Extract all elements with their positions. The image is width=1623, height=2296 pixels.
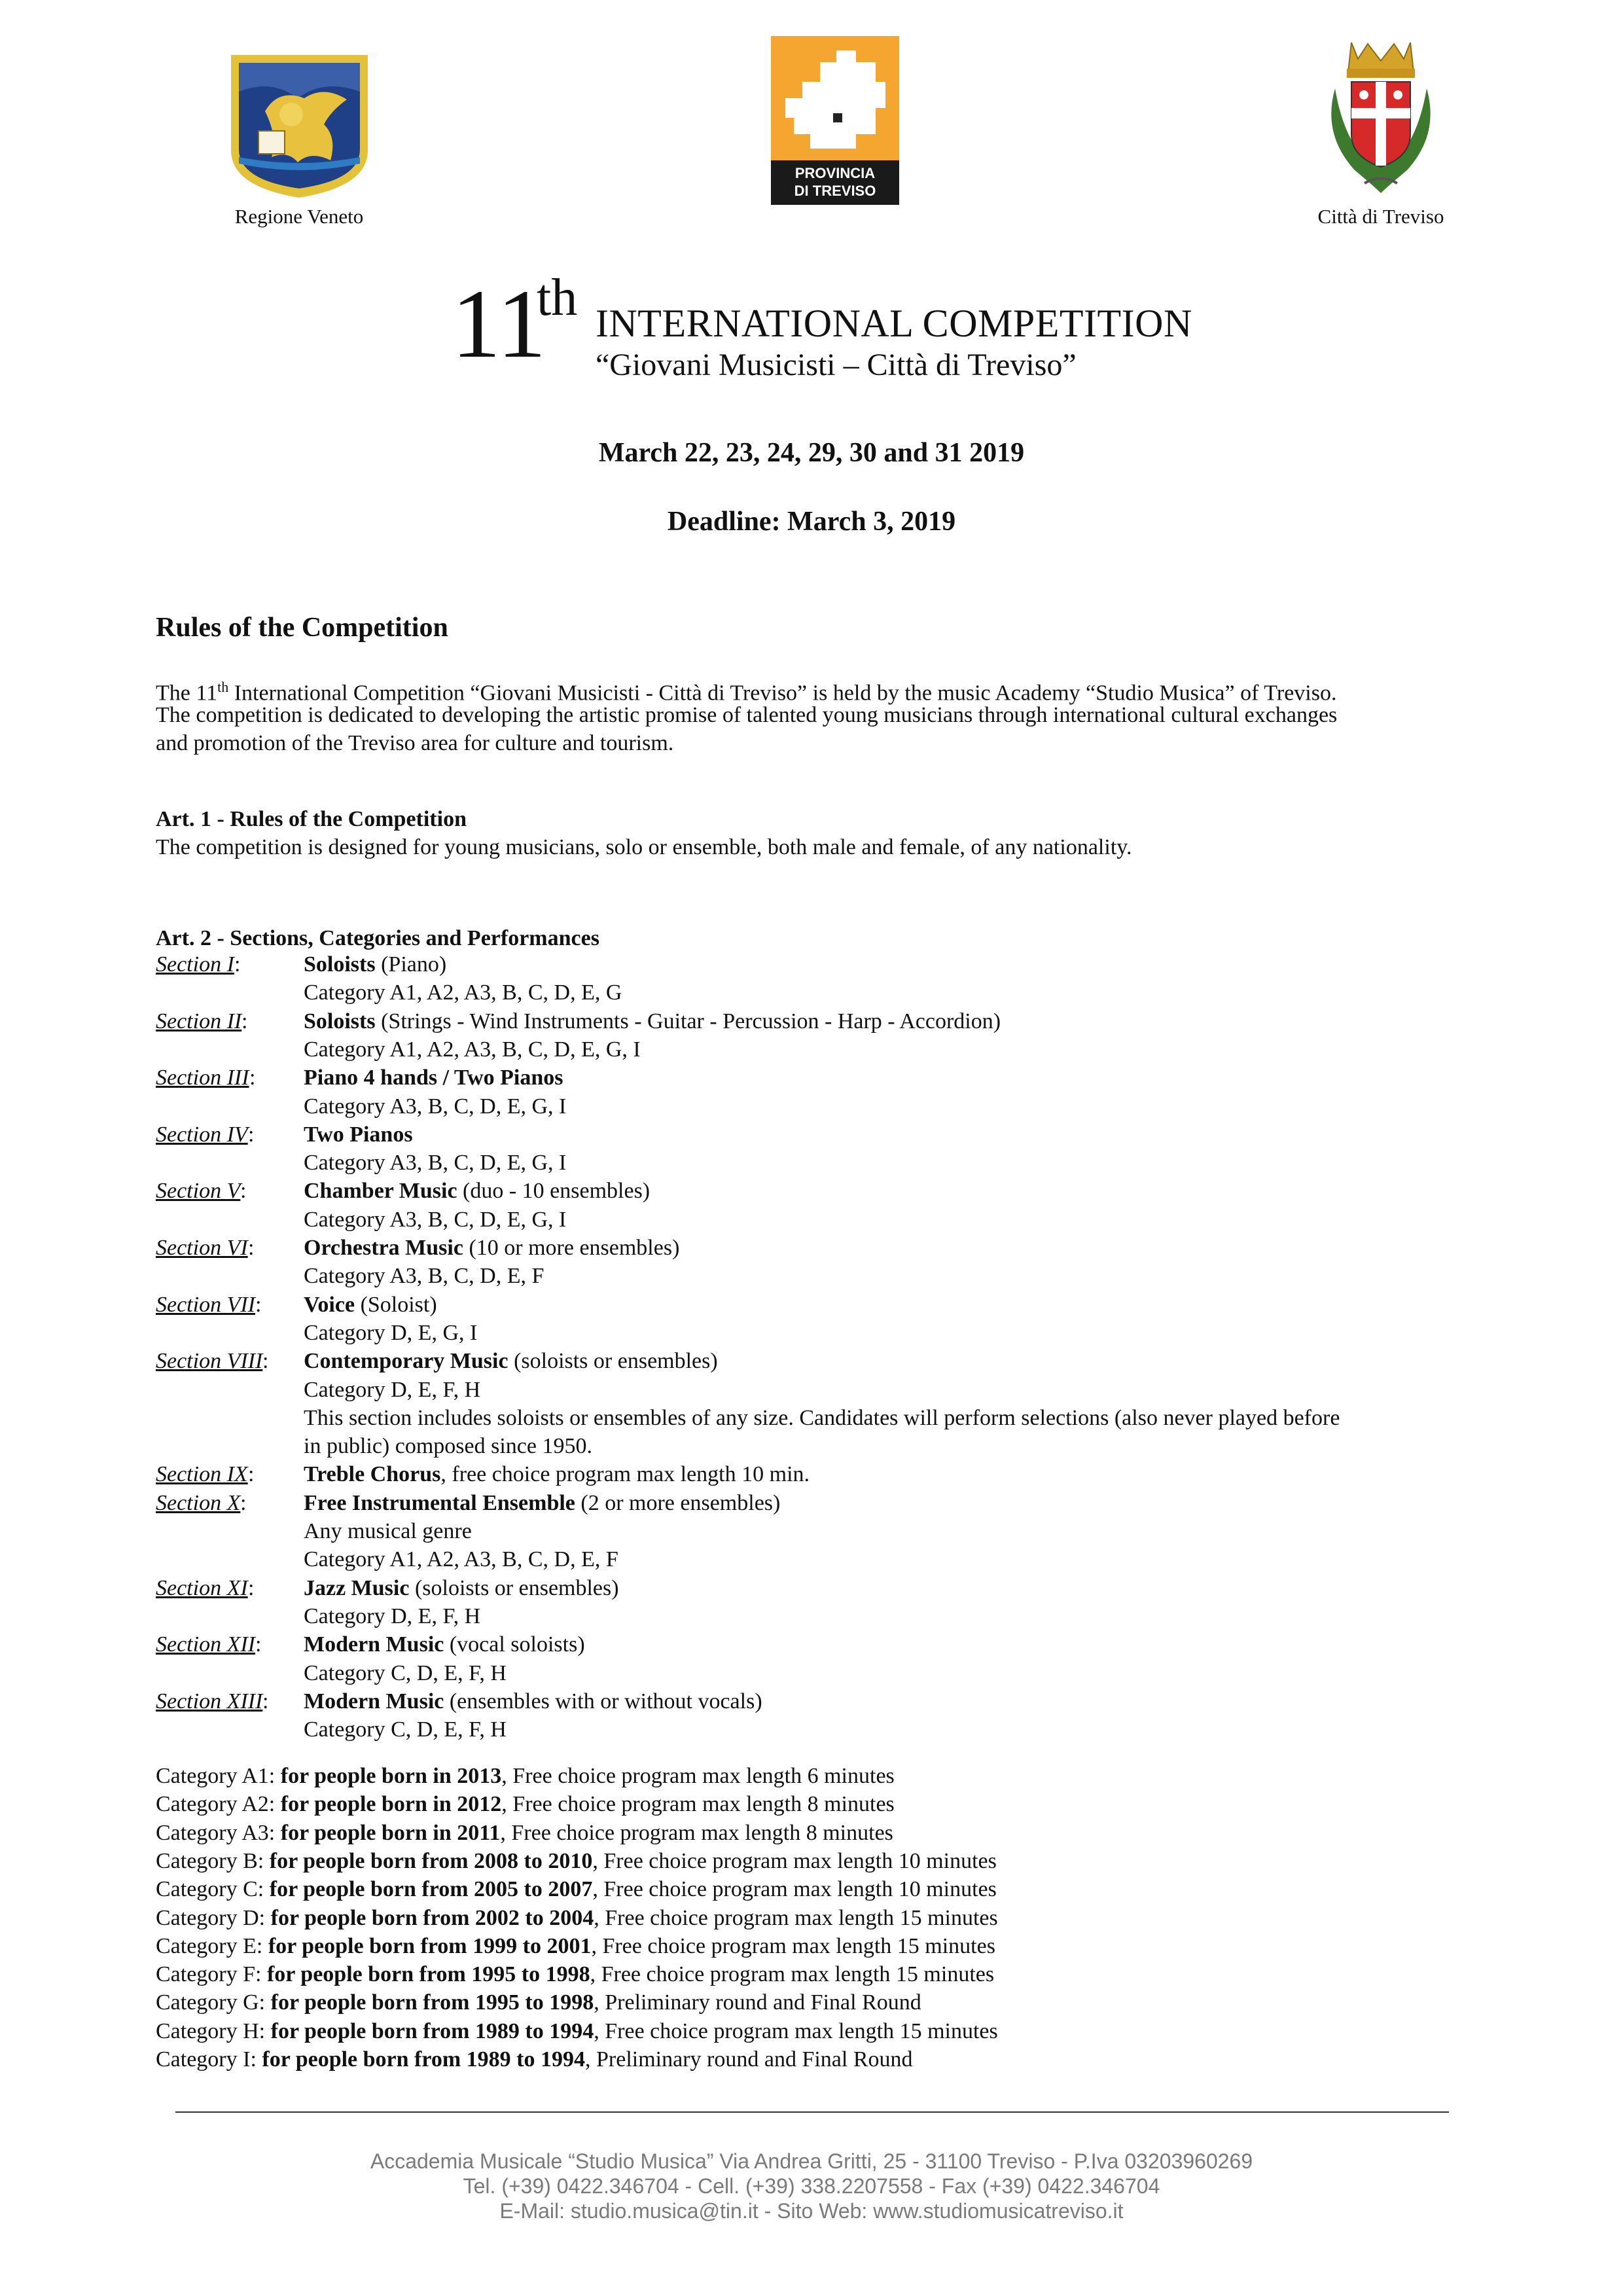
art1-heading: Art. 1 - Rules of the Competition <box>156 807 467 831</box>
intro-line-2: The competition is dedicated to developing the artistic promise of talented young musicians through international cultural exchanges <box>156 703 1338 727</box>
category-bold: for people born from 1995 to 1998 <box>266 1962 590 1987</box>
section-detail-line: Any musical genre <box>304 1519 472 1543</box>
category-bold: for people born from 1989 to 1994 <box>270 2018 594 2043</box>
section-title-bold: Voice <box>304 1292 355 1317</box>
category-rest: , Free choice program max length 10 minutes <box>592 1877 997 1902</box>
category-label: Category C: <box>156 1877 270 1902</box>
section-colon: : <box>262 1349 269 1374</box>
category-label: Category D: <box>156 1905 271 1930</box>
category-bold: for people born from 2002 to 2004 <box>270 1905 594 1930</box>
category-bold: for people born from 1995 to 1998 <box>270 1990 594 2015</box>
category-row <box>156 1934 995 1959</box>
intro-sup: th <box>217 679 229 695</box>
category-row <box>156 1962 994 1987</box>
section-detail-line: Category D, E, F, H <box>304 1377 481 1402</box>
section-label: Section X <box>156 1490 241 1515</box>
section-colon: : <box>234 952 241 977</box>
section-detail-line: Category A1, A2, A3, B, C, D, E, G, I <box>304 1037 641 1062</box>
section-label: Section V <box>156 1179 241 1204</box>
section-title <box>304 1576 619 1601</box>
art2-heading: Art. 2 - Sections, Categories and Performances <box>156 926 599 950</box>
category-rest: , Free choice program max length 8 minutes <box>501 1792 895 1817</box>
section-title <box>304 1009 1001 1034</box>
category-bold: for people born in 2013 <box>280 1764 502 1788</box>
category-label: Category A2: <box>156 1792 281 1817</box>
intro-text-b: International Competition “Giovani Musicisti - Città di Treviso” is held by the music Academy “Studio Musica” of Treviso. <box>228 681 1337 706</box>
section-title-bold: Jazz Music <box>304 1575 410 1600</box>
title-line-2: “Giovani Musicisti – Città di Treviso” <box>596 348 1077 382</box>
category-row <box>156 1990 921 2015</box>
section-title <box>304 1236 679 1261</box>
section-colon: : <box>248 1236 255 1260</box>
section-label: Section II <box>156 1009 242 1033</box>
section-title-rest: (duo - 10 ensembles) <box>457 1179 651 1204</box>
citta-treviso-logo <box>1315 36 1446 200</box>
section-colon: : <box>248 1575 255 1600</box>
section-label: Section VIII <box>156 1349 263 1374</box>
category-rest: , Free choice program max length 15 minutes <box>594 2018 998 2043</box>
category-label: Category E: <box>156 1933 268 1958</box>
section-title-rest: (ensembles with or without vocals) <box>444 1689 762 1713</box>
section-title-bold: Modern Music <box>304 1632 444 1657</box>
rules-heading: Rules of the Competition <box>156 613 448 643</box>
section-label: Section XI <box>156 1575 248 1600</box>
section-title <box>304 1632 585 1657</box>
section-detail-line: Category C, D, E, F, H <box>304 1660 507 1685</box>
section-label: Section IX <box>156 1462 248 1487</box>
title-number: 11 <box>452 270 546 378</box>
intro-text-a: The 11 <box>156 681 218 706</box>
section-colon: : <box>248 1122 255 1147</box>
footer-divider <box>175 2111 1449 2113</box>
footer-line-3: E-Mail: studio.musica@tin.it - Sito Web: www.studiomusicatreviso.it <box>499 2199 1124 2223</box>
section-title-bold: Piano 4 hands / Two Pianos <box>304 1066 563 1090</box>
category-label: Category B: <box>156 1848 270 1873</box>
provincia-logo-text-1: PROVINCIA <box>794 165 876 181</box>
section-title <box>304 1122 413 1147</box>
category-label: Category I: <box>156 2047 262 2072</box>
section-title <box>304 1462 810 1487</box>
category-row <box>156 1877 997 1902</box>
section-title-rest: (Strings - Wind Instruments - Guitar - Percussion - Harp - Accordion) <box>375 1009 1001 1033</box>
intro-line-3: and promotion of the Treviso area for culture and tourism. <box>156 731 674 755</box>
section-title <box>304 1293 437 1318</box>
footer-line-2: Tel. (+39) 0422.346704 - Cell. (+39) 338.2207558 - Fax (+39) 0422.346704 <box>463 2174 1160 2198</box>
category-bold: for people born from 1999 to 2001 <box>268 1933 592 1958</box>
section-title-rest: (soloists or ensembles) <box>409 1575 619 1600</box>
section-title-rest: (vocal soloists) <box>444 1632 585 1657</box>
section-colon: : <box>240 1179 247 1204</box>
regione-veneto-logo <box>226 52 373 200</box>
section-title-bold: Orchestra Music <box>304 1236 463 1260</box>
category-row <box>156 1764 895 1789</box>
section-detail-line: Category A3, B, C, D, E, G, I <box>304 1094 567 1119</box>
category-rest: , Preliminary round and Final Round <box>594 1990 921 2015</box>
lion-of-st-mark-icon <box>226 52 373 200</box>
category-label: Category H: <box>156 2018 271 2043</box>
section-title <box>304 1066 563 1090</box>
section-title <box>304 1179 650 1204</box>
category-label: Category F: <box>156 1962 267 1987</box>
section-title-bold: Soloists <box>304 952 376 977</box>
category-label: Category A3: <box>156 1820 281 1845</box>
treviso-coat-of-arms-icon <box>1315 36 1446 200</box>
competition-deadline: Deadline: March 3, 2019 <box>667 507 956 537</box>
category-bold: for people born from 2005 to 2007 <box>269 1877 593 1902</box>
citta-treviso-caption: Città di Treviso <box>1317 205 1444 228</box>
competition-dates: March 22, 23, 24, 29, 30 and 31 2019 <box>598 438 1025 468</box>
section-detail-line: Category C, D, E, F, H <box>304 1717 507 1742</box>
section-title-rest: (Piano) <box>375 952 447 977</box>
category-rest: , Free choice program max length 6 minutes <box>501 1764 895 1788</box>
section-detail-line: Category A1, A2, A3, B, C, D, E, F <box>304 1547 618 1572</box>
section-label: Section XIII <box>156 1689 263 1713</box>
category-row <box>156 1792 895 1817</box>
section-title-rest: , free choice program max length 10 min. <box>440 1462 810 1487</box>
section-title-bold: Modern Music <box>304 1689 444 1713</box>
section-colon: : <box>249 1066 256 1090</box>
title-line-1: INTERNATIONAL COMPETITION <box>596 302 1192 345</box>
title-suffix: th <box>537 269 578 327</box>
section-detail-line: Category D, E, G, I <box>304 1320 478 1345</box>
category-bold: for people born from 2008 to 2010 <box>269 1848 593 1873</box>
section-colon: : <box>241 1009 248 1033</box>
category-rest: , Free choice program max length 15 minutes <box>594 1905 998 1930</box>
section-label: Section VI <box>156 1236 248 1260</box>
section-colon: : <box>255 1632 262 1657</box>
section-label: Section VII <box>156 1292 255 1317</box>
category-rest: , Free choice program max length 10 minutes <box>592 1848 997 1873</box>
section-colon: : <box>262 1689 269 1713</box>
section-detail-line: Category A3, B, C, D, E, F <box>304 1264 544 1289</box>
section-title <box>304 1491 780 1516</box>
category-label: Category G: <box>156 1990 271 2015</box>
section-title-bold: Treble Chorus <box>304 1462 441 1487</box>
section-title-bold: Two Pianos <box>304 1122 413 1147</box>
category-row <box>156 2019 998 2044</box>
section-title-rest: (2 or more ensembles) <box>575 1490 781 1515</box>
provincia-logo-text-2: DI TREVISO <box>794 183 876 199</box>
category-rest: , Free choice program max length 8 minutes <box>500 1820 893 1845</box>
section-title-bold: Chamber Music <box>304 1179 457 1204</box>
section-title <box>304 1689 762 1714</box>
section-detail-line: Category D, E, F, H <box>304 1604 481 1628</box>
section-title-rest: (Soloist) <box>355 1292 437 1317</box>
section-title-bold: Soloists <box>304 1009 376 1033</box>
category-bold: for people born in 2012 <box>280 1792 502 1817</box>
regione-veneto-caption: Regione Veneto <box>234 205 364 228</box>
section-label: Section I <box>156 952 234 977</box>
section-label: Section III <box>156 1066 249 1090</box>
category-rest: , Preliminary round and Final Round <box>585 2047 913 2072</box>
section-title <box>304 1349 718 1374</box>
category-row <box>156 1821 893 1846</box>
category-row <box>156 2047 913 2072</box>
section-detail-line: Category A3, B, C, D, E, G, I <box>304 1151 567 1175</box>
section-title-bold: Contemporary Music <box>304 1349 508 1374</box>
section-label: Section XII <box>156 1632 255 1657</box>
section-colon: : <box>240 1490 247 1515</box>
section-colon: : <box>255 1292 262 1317</box>
category-rest: , Free choice program max length 15 minutes <box>590 1962 995 1987</box>
section-colon: : <box>248 1462 255 1487</box>
category-bold: for people born in 2011 <box>280 1820 501 1845</box>
section-title-rest: (soloists or ensembles) <box>508 1349 718 1374</box>
category-bold: for people born from 1989 to 1994 <box>262 2047 586 2072</box>
section-title-rest: (10 or more ensembles) <box>463 1236 680 1260</box>
category-label: Category A1: <box>156 1764 281 1788</box>
section-label: Section IV <box>156 1122 248 1147</box>
section-detail-line: in public) composed since 1950. <box>304 1434 592 1459</box>
section-title <box>304 952 446 977</box>
section-detail-line: Category A3, B, C, D, E, G, I <box>304 1207 567 1232</box>
section-detail-line: This section includes soloists or ensembles of any size. Candidates will perform selections (also never played before <box>304 1405 1340 1430</box>
section-title-bold: Free Instrumental Ensemble <box>304 1490 575 1515</box>
art1-text: The competition is designed for young musicians, solo or ensemble, both male and female, of any nationality. <box>156 835 1132 859</box>
section-detail-line: Category A1, A2, A3, B, C, D, E, G <box>304 980 622 1005</box>
category-row <box>156 1906 998 1931</box>
category-row <box>156 1849 997 1874</box>
provincia-treviso-logo <box>771 36 899 205</box>
category-rest: , Free choice program max length 15 minutes <box>591 1933 995 1958</box>
footer-line-1: Accademia Musicale “Studio Musica” Via Andrea Gritti, 25 - 31100 Treviso - P.Iva 03203960269 <box>370 2149 1253 2173</box>
